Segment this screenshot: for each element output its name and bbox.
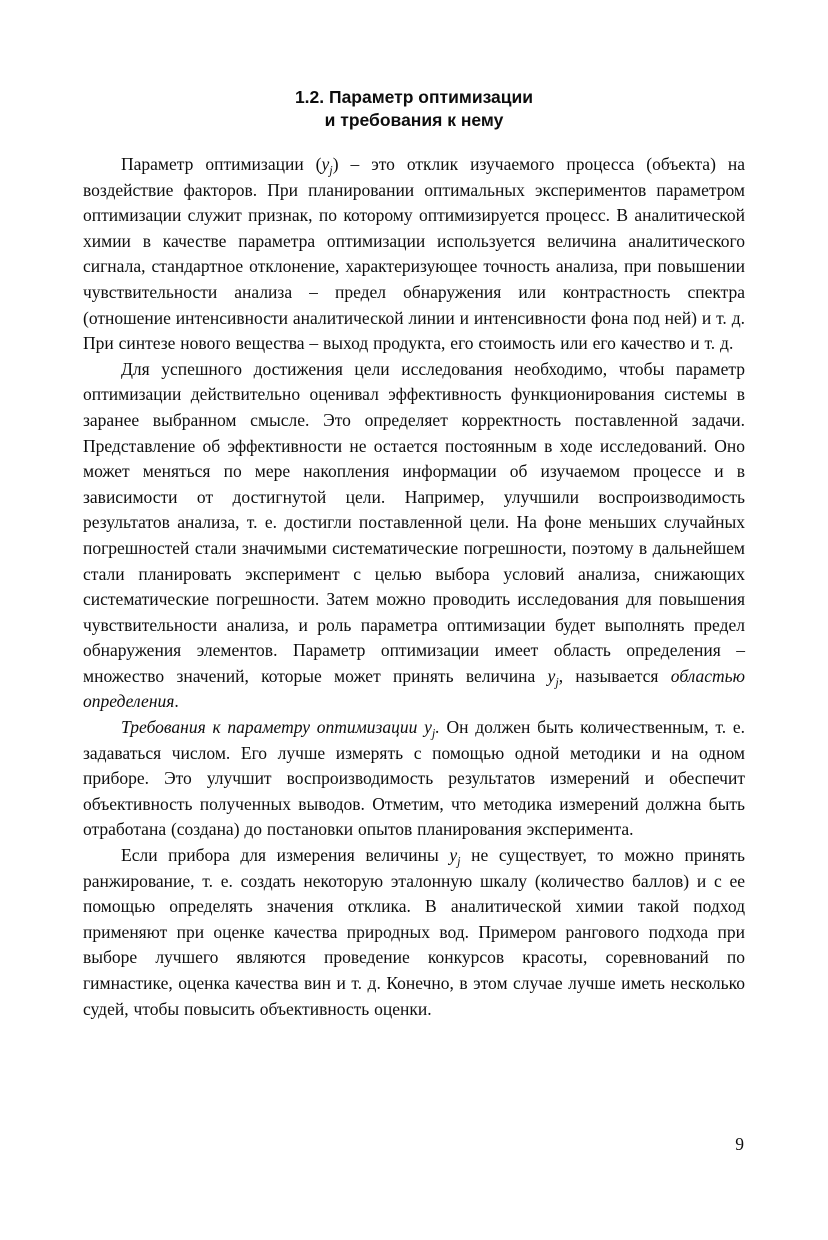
paragraph-4: [83, 843, 745, 1022]
p2-text-end: .: [174, 691, 179, 712]
heading-line-1: 1.2. Параметр оптимизации: [294, 87, 534, 107]
variable-yj: [321, 154, 333, 178]
variable-letter: y: [449, 845, 458, 866]
variable-subscript: j: [431, 726, 436, 741]
paragraph-1: [83, 152, 745, 357]
variable-yj: [424, 717, 436, 741]
p4-text-post: не существует, то можно принять ранжирование, т. е. создать некоторую эталонную шкалу (количество баллов) и с ее помощью определять значения отклика. В аналитической химии такой подход применяют при оценке качества природных вод. Примером рангового подхода при выборе лучшего являются проведение конкурсов красоты, соревнований по гимнастике, оценка качества вин и т. д. Конечно, в этом случае лучше иметь несколько судей, чтобы повысить объективность оценки.: [83, 845, 745, 1019]
p2-italic-term: областью определения: [83, 665, 745, 712]
p4-text-pre: Если прибора для измерения величины: [121, 845, 450, 866]
p1-text-post: ) – это отклик изучаемого процесса (объекта) на воздействие факторов. При планировании оптимальных экспериментов параметром оптимизации служит признак, по которому оптимизируется процесс. В аналитической химии в качестве параметра оптимизации используется величина аналитического сигнала, стандартное отклонение, характеризующее точность анализа, при повышении чувствительности анализа – предел обнаружения или контрастность спектра (отношение интенсивности аналитической линии и интенсивности фона под ней) и т. д. При синтезе нового вещества – выход продукта, его стоимость или его качество и т. д.: [83, 154, 746, 354]
variable-subscript: j: [329, 163, 333, 178]
p2-text-mid: , называется: [558, 665, 671, 686]
variable-yj: [547, 665, 559, 690]
p2-text-pre: Для успешного достижения цели исследования необходимо, чтобы параметр оптимизации действительно оценивал эффективность функционирования системы в заранее выбранном смысле. Это определяет корректность поставленной задачи. Представление об эффективности не остается постоянным в ходе исследований. Оно может меняться по мере накопления информации об изучаемом процессе и в зависимости от достигнутой цели. Например, улучшили воспроизводимость результатов анализа, т. е. достигли поставленной цели. На фоне меньших случайных погрешностей стали значимыми систематические погрешности, поэтому в дальнейшем стали планировать эксперимент с целью выбора условий анализа, снижающих систематические погрешности. Затем можно проводить исследования для повышения чувствительности анализа, и роль параметра оптимизации будет выполнять предел обнаружения элементов. Параметр оптимизации имеет область определения – множество значений, которые может принять величина: [83, 358, 745, 686]
p3-italic-lead: Требования к параметру оптимизации: [121, 717, 425, 738]
variable-letter: y: [321, 154, 330, 174]
variable-yj: [449, 845, 461, 869]
page-number: 9: [735, 1134, 744, 1154]
paragraph-3: [83, 715, 745, 843]
section-heading: [83, 86, 745, 132]
variable-letter: y: [547, 665, 556, 686]
p3-text-post: Он должен быть количественным, т. е. задаваться числом. Его лучше измерять с помощью одной методики и на одном приборе. Это улучшит воспроизводимость результатов измерений и обеспечит объективность полученных выводов. Отметим, что методика измерений должна быть отработана (создана) до постановки опытов планирования эксперимента.: [83, 717, 745, 840]
p3-italic-lead-end: .: [435, 717, 440, 738]
variable-subscript: j: [457, 854, 461, 869]
paragraph-2: [83, 357, 745, 715]
heading-line-2: и требования к нему: [324, 110, 504, 130]
variable-subscript: j: [555, 675, 559, 690]
p1-text-pre: Параметр оптимизации (: [121, 154, 322, 174]
variable-letter: y: [424, 717, 432, 738]
